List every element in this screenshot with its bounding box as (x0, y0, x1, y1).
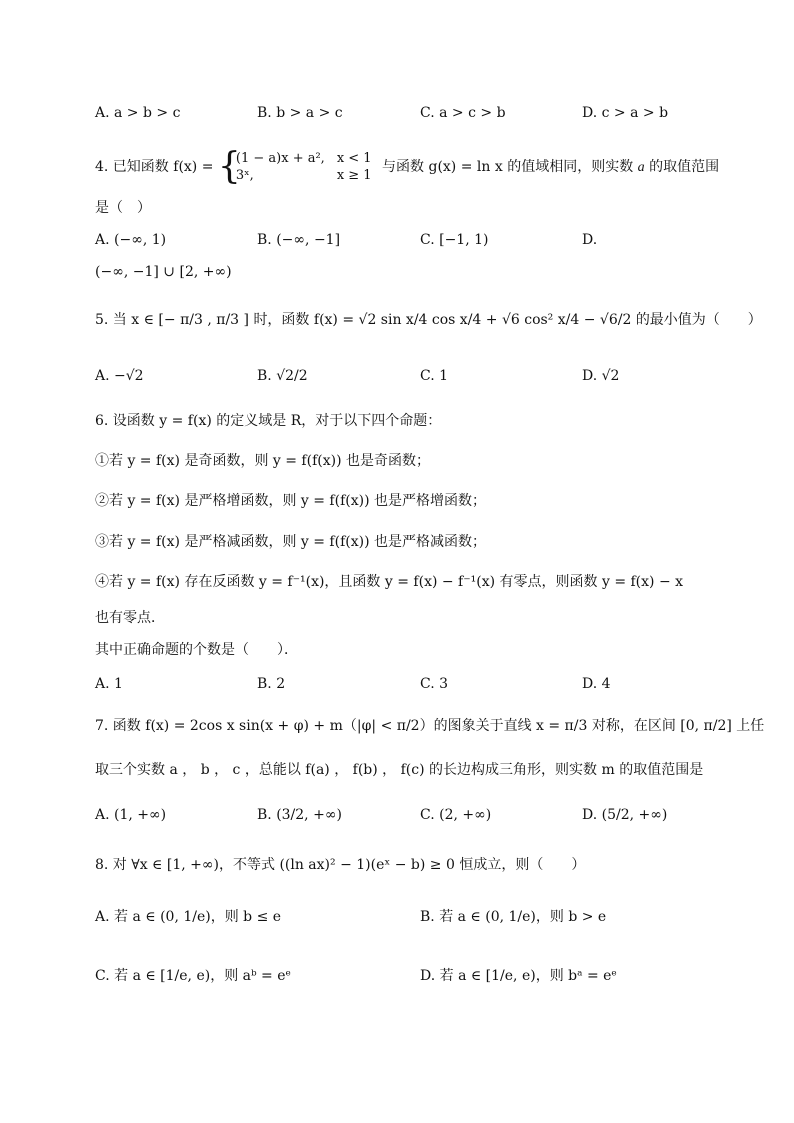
q4-func-f: f(x) = (173, 159, 214, 175)
q6-proposition-1: ①若 y = f(x) 是奇函数，则 y = f(f(x)) 也是奇函数； (95, 453, 430, 469)
q4-piece2-cond: x ≥ 1 (336, 168, 372, 183)
q4-piece2-expr: 3ˣ, (235, 168, 254, 183)
q5-mid: 时，函数 (253, 312, 310, 328)
q4-var-a: a (637, 160, 645, 175)
q4-piece1-expr: (1 − a)x + a², (235, 151, 325, 166)
q4-piecewise (217, 146, 378, 187)
q8-option-c: C. 若 a ∈ [1/e, e)，则 aᵇ = eᵉ (95, 968, 291, 984)
q4-middle: 与函数 (382, 159, 425, 175)
q3-option-d: D. c > a > b (582, 105, 669, 121)
q4-option-b: B. (−∞, −1] (257, 232, 341, 248)
q3-option-b: B. b > a > c (257, 105, 343, 121)
q4-func-g: g(x) = ln x (428, 159, 503, 175)
q3-option-a: A. a > b > c (95, 105, 181, 121)
q7-option-a: A. (1, +∞) (95, 807, 167, 823)
q4-tail2: 的取值范围 (649, 159, 720, 175)
q4-prefix: 4. 已知函数 (95, 159, 169, 175)
q8-option-d: D. 若 a ∈ [1/e, e)，则 bᵃ = eᵉ (420, 968, 617, 984)
q6-proposition-4: ④若 y = f(x) 存在反函数 y = f⁻¹(x)，且函数 y = f(x) − f⁻¹(x) 有零点，则函数 y = f(x) − x (95, 574, 684, 590)
q6-proposition-2: ②若 y = f(x) 是严格增函数，则 y = f(f(x)) 也是严格增函数； (95, 493, 486, 509)
q4-piece1-cond: x < 1 (336, 151, 372, 166)
q7-stem-line1: 7. 函数 f(x) = 2cos x sin(x + φ) + m（|φ| < π/2）的图象关于直线 x = π/3 对称，在区间 [0, π/2] 上任 (95, 718, 765, 734)
q7-option-d: D. (5/2, +∞) (582, 807, 668, 823)
q5-tail: 的最小值为（ ） (635, 312, 762, 328)
q5-option-b: B. √2/2 (257, 368, 308, 384)
q5-interval: x ∈ [− π/3 , π/3 ] (131, 312, 249, 328)
q4-stem (95, 146, 720, 187)
q8-option-a: A. 若 a ∈ (0, 1/e)，则 b ≤ e (95, 909, 282, 925)
q5-prefix: 5. 当 (95, 312, 127, 328)
q4-option-a: A. (−∞, 1) (95, 232, 167, 248)
q7-stem-line2: 取三个实数 a ， b ， c ，总能以 f(a) ， f(b) ， f(c) 的长边构成三角形，则实数 m 的取值范围是 (95, 762, 704, 778)
q7-option-b: B. (3/2, +∞) (257, 807, 342, 823)
q3-option-c: C. a > c > b (420, 105, 506, 121)
q6-option-d: D. 4 (582, 676, 611, 692)
q4-stem-cont: 是（ ） (95, 200, 151, 216)
q4-brace: { (217, 146, 241, 187)
q6-option-b: B. 2 (257, 676, 286, 692)
q5-function: f(x) = √2 sin x/4 cos x/4 + √6 cos² x/4 − √6/2 (313, 312, 632, 328)
q5-stem (95, 310, 762, 330)
q4-option-d: D. (582, 232, 598, 248)
q6-proposition-4-cont: 也有零点． (95, 610, 165, 626)
q6-option-a: A. 1 (95, 676, 123, 692)
q4-option-d-cont: (−∞, −1] ∪ [2, +∞) (95, 264, 232, 280)
q5-option-a: A. −√2 (95, 368, 144, 384)
q5-option-c: C. 1 (420, 368, 449, 384)
q8-option-b: B. 若 a ∈ (0, 1/e)，则 b > e (420, 909, 607, 925)
q5-option-d: D. √2 (582, 368, 620, 384)
q6-question: 其中正确命题的个数是（ ）． (95, 642, 298, 658)
q6-proposition-3: ③若 y = f(x) 是严格减函数，则 y = f(f(x)) 也是严格减函数； (95, 534, 486, 550)
q6-option-c: C. 3 (420, 676, 449, 692)
q4-option-c: C. [−1, 1) (420, 232, 489, 248)
q7-option-c: C. (2, +∞) (420, 807, 492, 823)
q6-stem: 6. 设函数 y = f(x) 的定义域是 R，对于以下四个命题： (95, 413, 442, 429)
q8-stem: 8. 对 ∀x ∈ [1, +∞)，不等式 ((ln ax)² − 1)(eˣ − b) ≥ 0 恒成立，则（ ） (95, 857, 586, 873)
q4-tail: 的值域相同，则实数 (507, 159, 634, 175)
